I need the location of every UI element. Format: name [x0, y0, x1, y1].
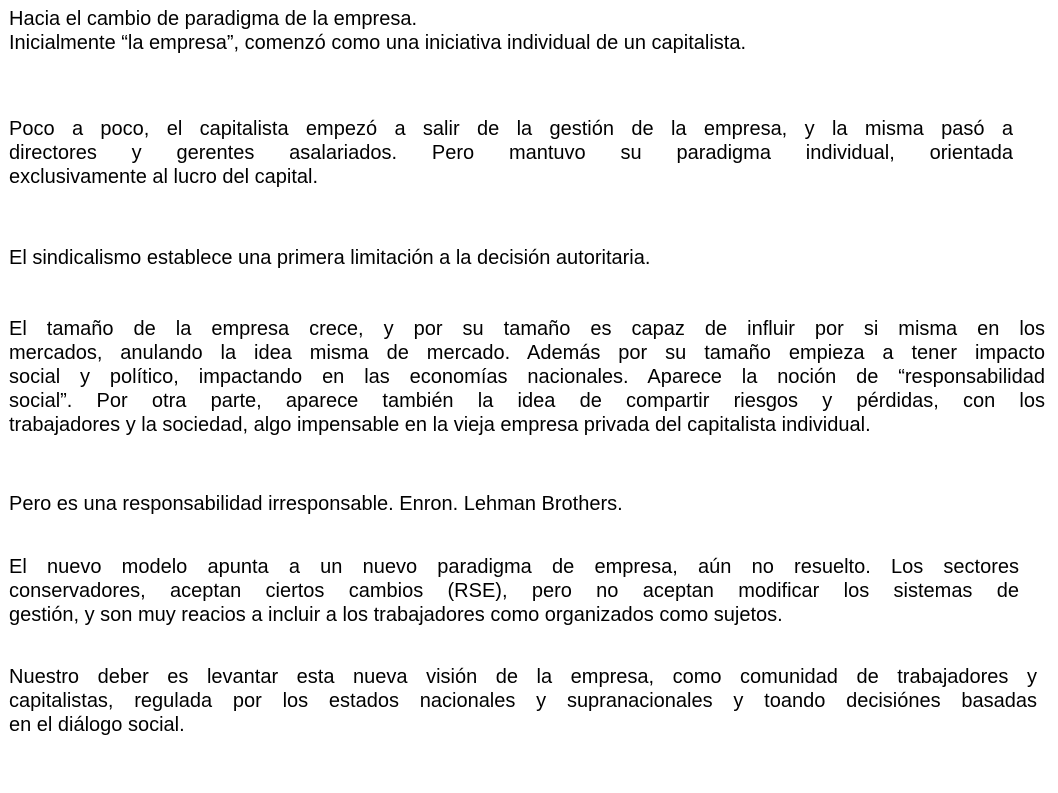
paragraph-2 — [9, 246, 1053, 270]
paragraph-6-line-2: capitalistas, regulada por los estados nacionales y supranacionales y toando decisiónes basadas — [9, 690, 1037, 712]
paragraph-3-line-3: social y político, impactando en las economías nacionales. Aparece la noción de “responsabilidad — [9, 366, 1045, 388]
paragraph-1-line-2: directores y gerentes asalariados. Pero mantuvo su paradigma individual, orientada — [9, 142, 1013, 164]
paragraph-4 — [9, 492, 1053, 516]
paragraph-4-line-1: Pero es una responsabilidad irresponsable. Enron. Lehman Brothers. — [9, 493, 623, 515]
paragraph-2-line-1: El sindicalismo establece una primera limitación a la decisión autoritaria. — [9, 247, 651, 269]
paragraph-6-line-1: Nuestro deber es levantar esta nueva visión de la empresa, como comunidad de trabajadores y — [9, 666, 1037, 688]
paragraph-5-line-1: El nuevo modelo apunta a un nuevo paradigma de empresa, aún no resuelto. Los sectores — [9, 556, 1019, 578]
paragraph-6-line-3: en el diálogo social. — [9, 714, 185, 736]
paragraph-3-line-4: social”. Por otra parte, aparece también la idea de compartir riesgos y pérdidas, con los — [9, 390, 1045, 412]
paragraph-6 — [9, 665, 1037, 737]
paragraph-5-line-2: conservadores, aceptan ciertos cambios (RSE), pero no aceptan modificar los sistemas de — [9, 580, 1019, 602]
paragraph-1 — [9, 117, 1013, 189]
paragraph-1-line-3: exclusivamente al lucro del capital. — [9, 166, 319, 188]
paragraph-3-line-2: mercados, anulando la idea misma de mercado. Además por su tamaño empieza a tener impacto — [9, 342, 1045, 364]
paragraph-1-line-1: Poco a poco, el capitalista empezó a salir de la gestión de la empresa, y la misma pasó a — [9, 118, 1013, 140]
paragraph-5 — [9, 555, 1019, 627]
paragraph-3-line-5: trabajadores y la sociedad, algo impensable en la vieja empresa privada del capitalista individual. — [9, 414, 871, 436]
document-title: Hacia el cambio de paradigma de la empresa. — [9, 8, 417, 30]
paragraph-3-line-1: El tamaño de la empresa crece, y por su tamaño es capaz de influir por si misma en los — [9, 318, 1045, 340]
intro-block — [9, 7, 1053, 55]
paragraph-5-line-3: gestión, y son muy reacios a incluir a los trabajadores como organizados como sujetos. — [9, 604, 783, 626]
paragraph-3 — [9, 317, 1045, 437]
intro-text: Inicialmente “la empresa”, comenzó como una iniciativa individual de un capitalista. — [9, 32, 747, 54]
